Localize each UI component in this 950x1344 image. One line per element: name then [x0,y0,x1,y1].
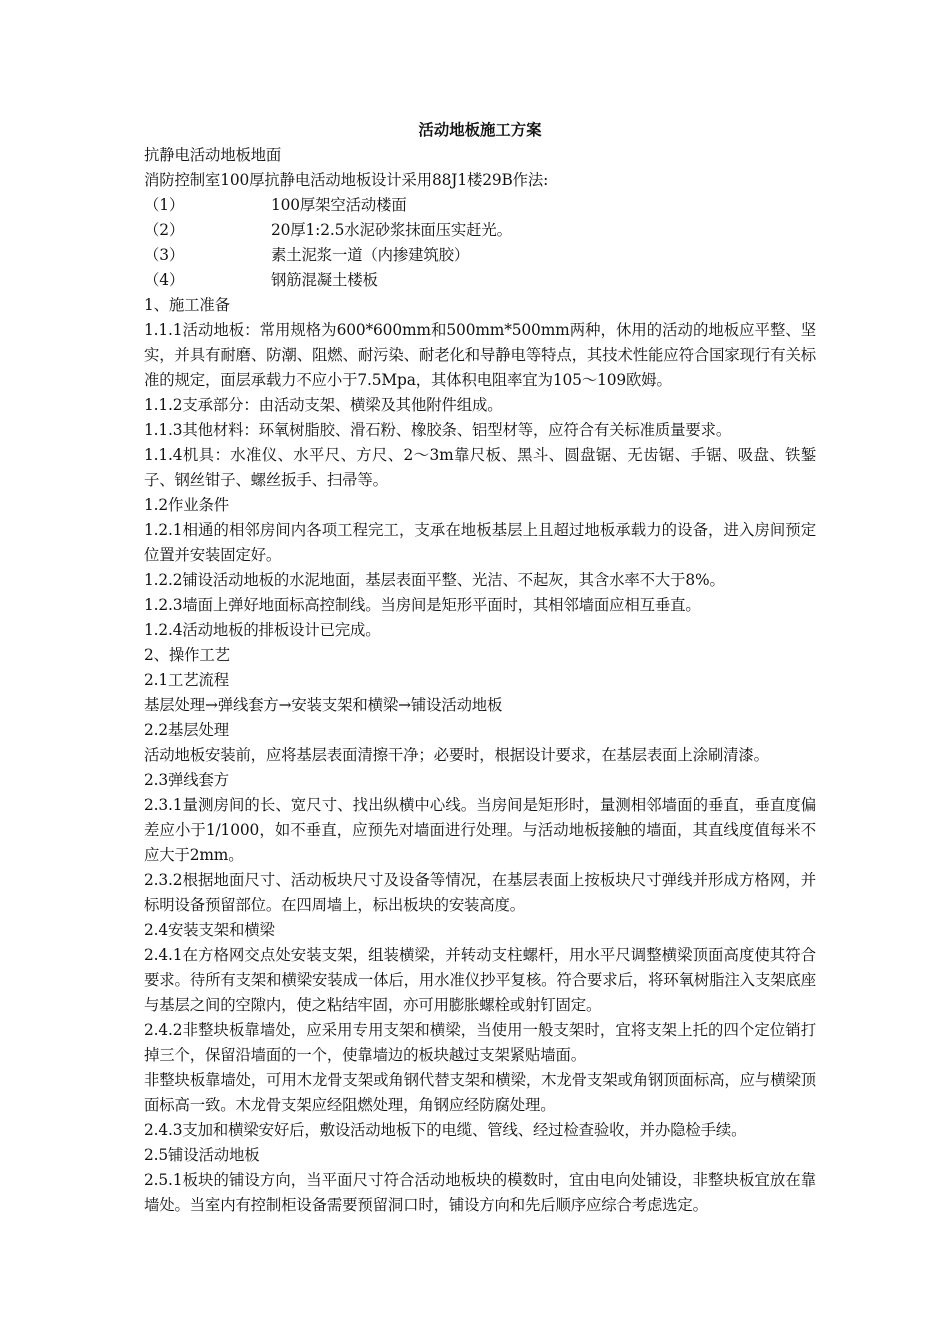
paragraph: 1.1.2支承部分：由活动支架、横梁及其他附件组成。 [144,396,503,414]
process-flow: 基层处理→弹线套方→安装支架和横梁→铺设活动地板 [144,696,503,714]
layer-text: 钢筋混凝土楼板 [271,271,378,289]
section-heading: 2.3弹线套方 [144,771,229,789]
paragraph: 1.1.1活动地板：常用规格为600*600mm和500mm*500mm两种，休用的活动的地板应平整、坚实，并具有耐磨、防潮、阻燃、耐污染、耐老化和导静电等特点，其技术性能应符合国家现行有关标准的规定，面层承载力不应小于7.5Mpa，其体积电阻率宜为105～109欧姆。 [144,321,816,389]
paragraph: 2.5.1板块的铺设方向，当平面尺寸符合活动地板块的模数时，宜由电向处铺设，非整块板宜放在靠墙处。当室内有控制柜设备需要预留洞口时，铺设方向和先后顺序应综合考虑选定。 [144,1171,816,1214]
section-heading: 1、施工准备 [144,296,230,314]
layer-number: （2） [144,221,185,239]
paragraph: 1.2.3墙面上弹好地面标高控制线。当房间是矩形平面时，其相邻墙面应相互垂直。 [144,596,701,614]
section-heading: 2.5铺设活动地板 [144,1146,260,1164]
paragraph: 2.4.3支加和横梁安好后，敷设活动地板下的电缆、管线、经过检查验收，并办隐检手续。 [144,1121,747,1139]
intro-spec: 消防控制室100厚抗静电活动地板设计采用88J1楼29B作法: [144,171,549,189]
paragraph: 1.2.2铺设活动地板的水泥地面，基层表面平整、光洁、不起灰，其含水率不大于8%。 [144,571,725,589]
layer-item [144,218,816,243]
paragraph: 2.3.2根据地面尺寸、活动板块尺寸及设备等情况，在基层表面上按板块尺寸弹线并形成方格网，并标明设备预留部位。在四周墙上，标出板块的安装高度。 [144,871,816,914]
paragraph: 活动地板安装前，应将基层表面清擦干净；必要时，根据设计要求，在基层表面上涂刷清漆。 [144,746,769,764]
paragraph: 1.1.4机具：水准仪、水平尺、方尺、2～3m靠尺板、黑斗、圆盘锯、无齿锯、手锯、吸盘、铁錾子、钢丝钳子、螺丝扳手、扫帚等。 [144,446,816,489]
paragraph: 2.3.1量测房间的长、宽尺寸、找出纵横中心线。当房间是矩形时，量测相邻墙面的垂直，垂直度偏差应小于1/1000，如不垂直，应预先对墙面进行处理。与活动地板接触的墙面，其直线度值每米不应大于2mm。 [144,796,816,864]
document-title: 活动地板施工方案 [418,121,542,139]
paragraph: 1.2.4活动地板的排板设计已完成。 [144,621,381,639]
paragraph: 1.1.3其他材料：环氧树脂胶、滑石粉、橡胶条、铝型材等，应符合有关标准质量要求。 [144,421,732,439]
intro-heading: 抗静电活动地板地面 [144,146,282,164]
section-heading: 2.1工艺流程 [144,671,229,689]
paragraph: 非整块板靠墙处，可用木龙骨支架或角钢代替支架和横梁，木龙骨支架或角钢顶面标高，应与横梁顶面标高一致。木龙骨支架应经阻燃处理，角钢应经防腐处理。 [144,1071,816,1114]
layer-number: （1） [144,196,185,214]
paragraph: 2.4.1在方格网交点处安装支架，组装横梁，并转动支柱螺杆，用水平尺调整横梁顶面高度使其符合要求。待所有支架和横梁安装成一体后，用水准仪抄平复核。符合要求后，将环氧树脂注入支架底座与基层之间的空隙内，使之粘结牢固，亦可用膨胀螺栓或射钉固定。 [144,946,816,1014]
layer-text: 100厚架空活动楼面 [271,196,407,214]
layer-text: 20厚1:2.5水泥砂浆抹面压实赶光。 [271,221,512,239]
section-heading: 1.2作业条件 [144,496,229,514]
section-heading: 2、操作工艺 [144,646,230,664]
layer-item [144,268,816,293]
layer-item [144,193,816,218]
layer-number: （3） [144,246,185,264]
section-heading: 2.2基层处理 [144,721,229,739]
layer-item [144,243,816,268]
paragraph: 2.4.2非整块板靠墙处，应采用专用支架和横梁，当使用一般支架时，宜将支架上托的四个定位销打掉三个，保留沿墙面的一个，使靠墙边的板块越过支架紧贴墙面。 [144,1021,816,1064]
document-page [144,118,816,1218]
paragraph: 1.2.1相通的相邻房间内各项工程完工，支承在地板基层上且超过地板承载力的设备，进入房间预定位置并安装固定好。 [144,521,816,564]
section-heading: 2.4安装支架和横梁 [144,921,275,939]
layer-number: （4） [144,271,185,289]
layer-text: 素土泥浆一道（内掺建筑胶） [271,246,470,264]
